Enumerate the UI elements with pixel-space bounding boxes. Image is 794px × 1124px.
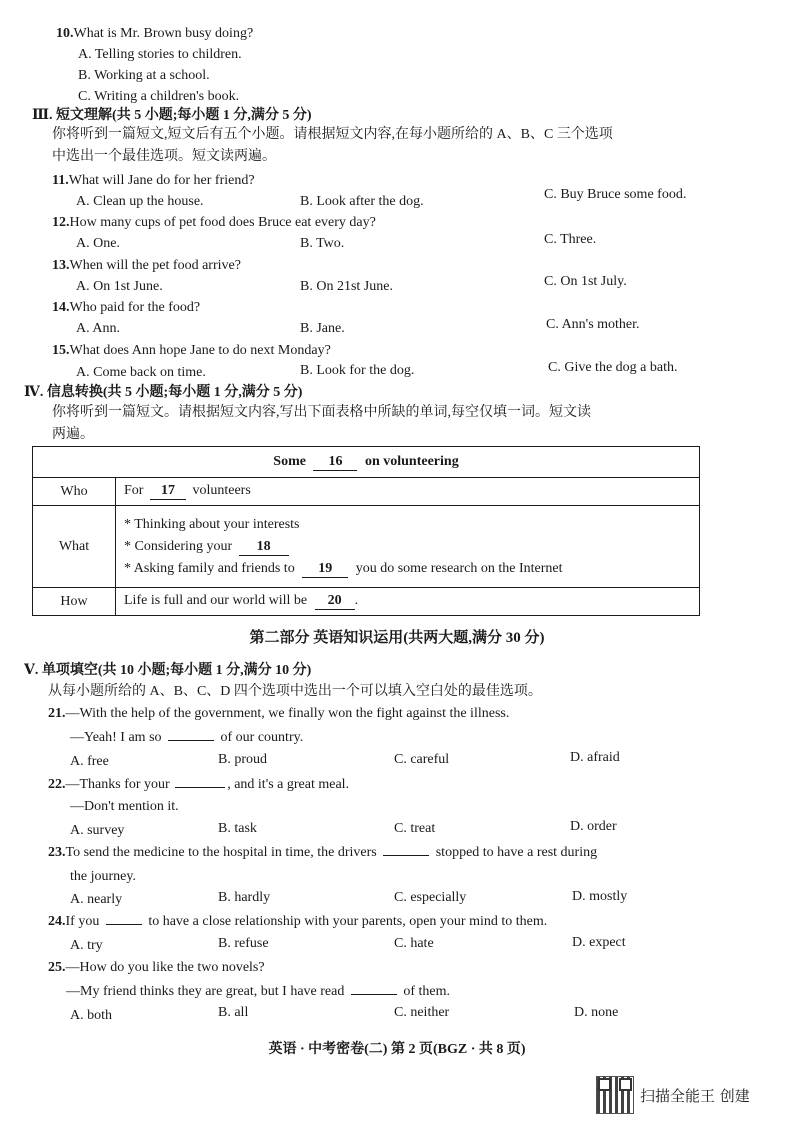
question-number: 11. — [52, 173, 69, 188]
blank-18: 18 — [239, 539, 289, 556]
option-d: D. order — [570, 819, 617, 834]
question-number: 21. — [48, 706, 66, 721]
option-c: C. On 1st July. — [544, 274, 627, 289]
option-d: D. afraid — [570, 750, 620, 765]
option-a: A. free — [70, 754, 109, 769]
answer-blank — [175, 787, 225, 788]
question-23 — [48, 844, 597, 862]
blank-19: 19 — [302, 561, 348, 578]
cell-text: Life is full and our world will be — [124, 593, 308, 608]
option-c: C. Ann's mother. — [546, 317, 640, 332]
question-number: 13. — [52, 258, 70, 273]
question-stem: to have a close relationship with your parents, open your mind to them. — [148, 914, 548, 929]
option-b: B. refuse — [218, 936, 269, 951]
row-content-how — [116, 588, 700, 616]
option-c: C. careful — [394, 752, 450, 767]
option-c: C. especially — [394, 890, 467, 905]
question-12 — [52, 214, 376, 232]
bullet-item — [124, 558, 691, 580]
question-25 — [48, 959, 265, 977]
answer-blank — [168, 740, 214, 741]
option-a: A. Come back on time. — [76, 365, 206, 380]
question-stem: —Thanks for your — [65, 777, 170, 792]
question-23-line2: the journey. — [70, 869, 136, 884]
part-2-title: 第二部分 英语知识运用(共两大题,满分 30 分) — [249, 630, 545, 646]
question-14 — [52, 299, 200, 317]
section-4-instruction-cont: 两遍。 — [52, 427, 94, 442]
option-a: A. Telling stories to children. — [78, 47, 242, 62]
option-c: C. hate — [394, 936, 434, 951]
question-number: 22. — [48, 777, 66, 792]
option-c: C. Writing a children's book. — [78, 89, 240, 104]
bullet-item: * Thinking about your interests — [124, 516, 300, 532]
question-stem: What does Ann hope Jane to do next Monday? — [69, 343, 331, 358]
question-stem: —Yeah! I am so — [70, 730, 162, 745]
option-b: B. Look for the dog. — [300, 363, 415, 378]
option-c: C. Give the dog a bath. — [548, 360, 678, 375]
page-footer: 英语 · 中考密卷(二) 第 2 页(BGZ · 共 8 页) — [268, 1042, 526, 1057]
option-b: B. Jane. — [300, 321, 345, 336]
question-stem: —My friend thinks they are great, but I have read — [66, 984, 345, 999]
table-title-text: Some — [273, 453, 306, 469]
question-stem: —How do you like the two novels? — [65, 960, 265, 975]
info-conversion-table — [32, 446, 700, 616]
question-24 — [48, 913, 547, 931]
option-c: C. Three. — [544, 232, 597, 247]
row-label-how: How — [33, 588, 116, 616]
table-title-text: on volunteering — [364, 453, 459, 469]
question-15 — [52, 342, 331, 360]
blank-20: 20 — [315, 593, 355, 610]
question-stem: What will Jane do for her friend? — [68, 173, 255, 188]
question-stem: —With the help of the government, we finally won the fight against the illness. — [65, 706, 510, 721]
question-number: 10. — [56, 26, 74, 41]
question-stem: Who paid for the food? — [69, 300, 201, 315]
question-stem: , and it's a great meal. — [227, 777, 350, 792]
answer-blank — [351, 994, 397, 995]
question-stem: of our country. — [220, 730, 304, 745]
option-d: D. none — [574, 1005, 619, 1020]
row-content-what — [116, 506, 700, 588]
table-row — [33, 506, 700, 588]
option-c: C. neither — [394, 1005, 450, 1020]
section-4-title: Ⅳ. 信息转换(共 5 小题;每小题 1 分,满分 5 分) — [24, 385, 303, 400]
option-c: C. treat — [394, 821, 436, 836]
qr-code-icon — [596, 1076, 634, 1114]
answer-blank — [106, 924, 142, 925]
question-stem: of them. — [403, 984, 451, 999]
option-b: B. hardly — [218, 890, 271, 905]
cell-text: volunteers — [192, 483, 251, 498]
cell-text: you do some research on the Internet — [355, 560, 563, 576]
option-a: A. Ann. — [76, 321, 120, 336]
question-11 — [52, 172, 255, 190]
question-stem: What is Mr. Brown busy doing? — [73, 26, 254, 41]
row-content-who — [116, 478, 700, 506]
option-b: B. Look after the dog. — [300, 194, 424, 209]
section-5-title: Ⅴ. 单项填空(共 10 小题;每小题 1 分,满分 10 分) — [24, 663, 312, 678]
question-stem: When will the pet food arrive? — [69, 258, 241, 273]
option-b: B. task — [218, 821, 257, 836]
section-3-instruction-cont: 中选出一个最佳选项。短文读两遍。 — [52, 149, 276, 164]
question-stem: How many cups of pet food does Bruce eat every day? — [69, 215, 376, 230]
option-c: C. Buy Bruce some food. — [544, 187, 687, 202]
row-label-who: Who — [33, 478, 116, 506]
option-a: A. On 1st June. — [76, 279, 163, 294]
option-b: B. Working at a school. — [78, 68, 210, 83]
question-number: 15. — [52, 343, 70, 358]
section-3-title: Ⅲ. 短文理解(共 5 小题;每小题 1 分,满分 5 分) — [32, 108, 312, 123]
option-b: B. On 21st June. — [300, 279, 393, 294]
question-22-line2: —Don't mention it. — [70, 799, 179, 814]
cell-text: For — [124, 483, 144, 498]
blank-17: 17 — [150, 483, 186, 500]
option-a: A. Clean up the house. — [76, 194, 204, 209]
option-d: D. mostly — [572, 889, 628, 904]
question-13 — [52, 257, 241, 275]
option-b: B. all — [218, 1005, 249, 1020]
scanner-watermark — [596, 1076, 750, 1114]
blank-16: 16 — [313, 454, 357, 471]
table-header-row — [33, 447, 700, 478]
answer-blank — [383, 855, 429, 856]
row-label-what: What — [33, 506, 116, 588]
question-21-line2 — [70, 729, 303, 747]
bullet-item — [124, 536, 691, 558]
question-stem: If you — [65, 914, 100, 929]
option-d: D. expect — [572, 935, 626, 950]
table-row — [33, 478, 700, 506]
cell-text: * Considering your — [124, 538, 233, 554]
question-number: 23. — [48, 845, 66, 860]
question-number: 12. — [52, 215, 70, 230]
question-25-line2 — [66, 983, 450, 1001]
question-stem: To send the medicine to the hospital in time, the drivers — [65, 845, 377, 860]
question-21 — [48, 705, 509, 723]
option-a: A. survey — [70, 823, 125, 838]
option-b: B. Two. — [300, 236, 345, 251]
question-stem: stopped to have a rest during — [435, 845, 598, 860]
question-22 — [48, 776, 349, 794]
section-4-instruction: 你将听到一篇短文。请根据短文内容,写出下面表格中所缺的单词,每空仅填一词。短文读 — [52, 405, 591, 420]
option-a: A. One. — [76, 236, 120, 251]
table-row — [33, 588, 700, 616]
option-a: A. nearly — [70, 892, 123, 907]
question-number: 24. — [48, 914, 66, 929]
scanner-text: 扫描全能王 创建 — [640, 1086, 750, 1105]
section-3-instruction: 你将听到一篇短文,短文后有五个小题。请根据短文内容,在每小题所给的 A、B、C 三个选项 — [52, 127, 613, 142]
cell-text: * Asking family and friends to — [124, 560, 295, 576]
question-number: 25. — [48, 960, 66, 975]
option-a: A. both — [70, 1008, 112, 1023]
section-5-instruction: 从每小题所给的 A、B、C、D 四个选项中选出一个可以填入空白处的最佳选项。 — [48, 684, 542, 699]
table-title — [33, 447, 700, 478]
cell-text: . — [354, 593, 359, 608]
question-10 — [56, 25, 253, 43]
option-b: B. proud — [218, 752, 267, 767]
question-number: 14. — [52, 300, 70, 315]
option-a: A. try — [70, 938, 103, 953]
